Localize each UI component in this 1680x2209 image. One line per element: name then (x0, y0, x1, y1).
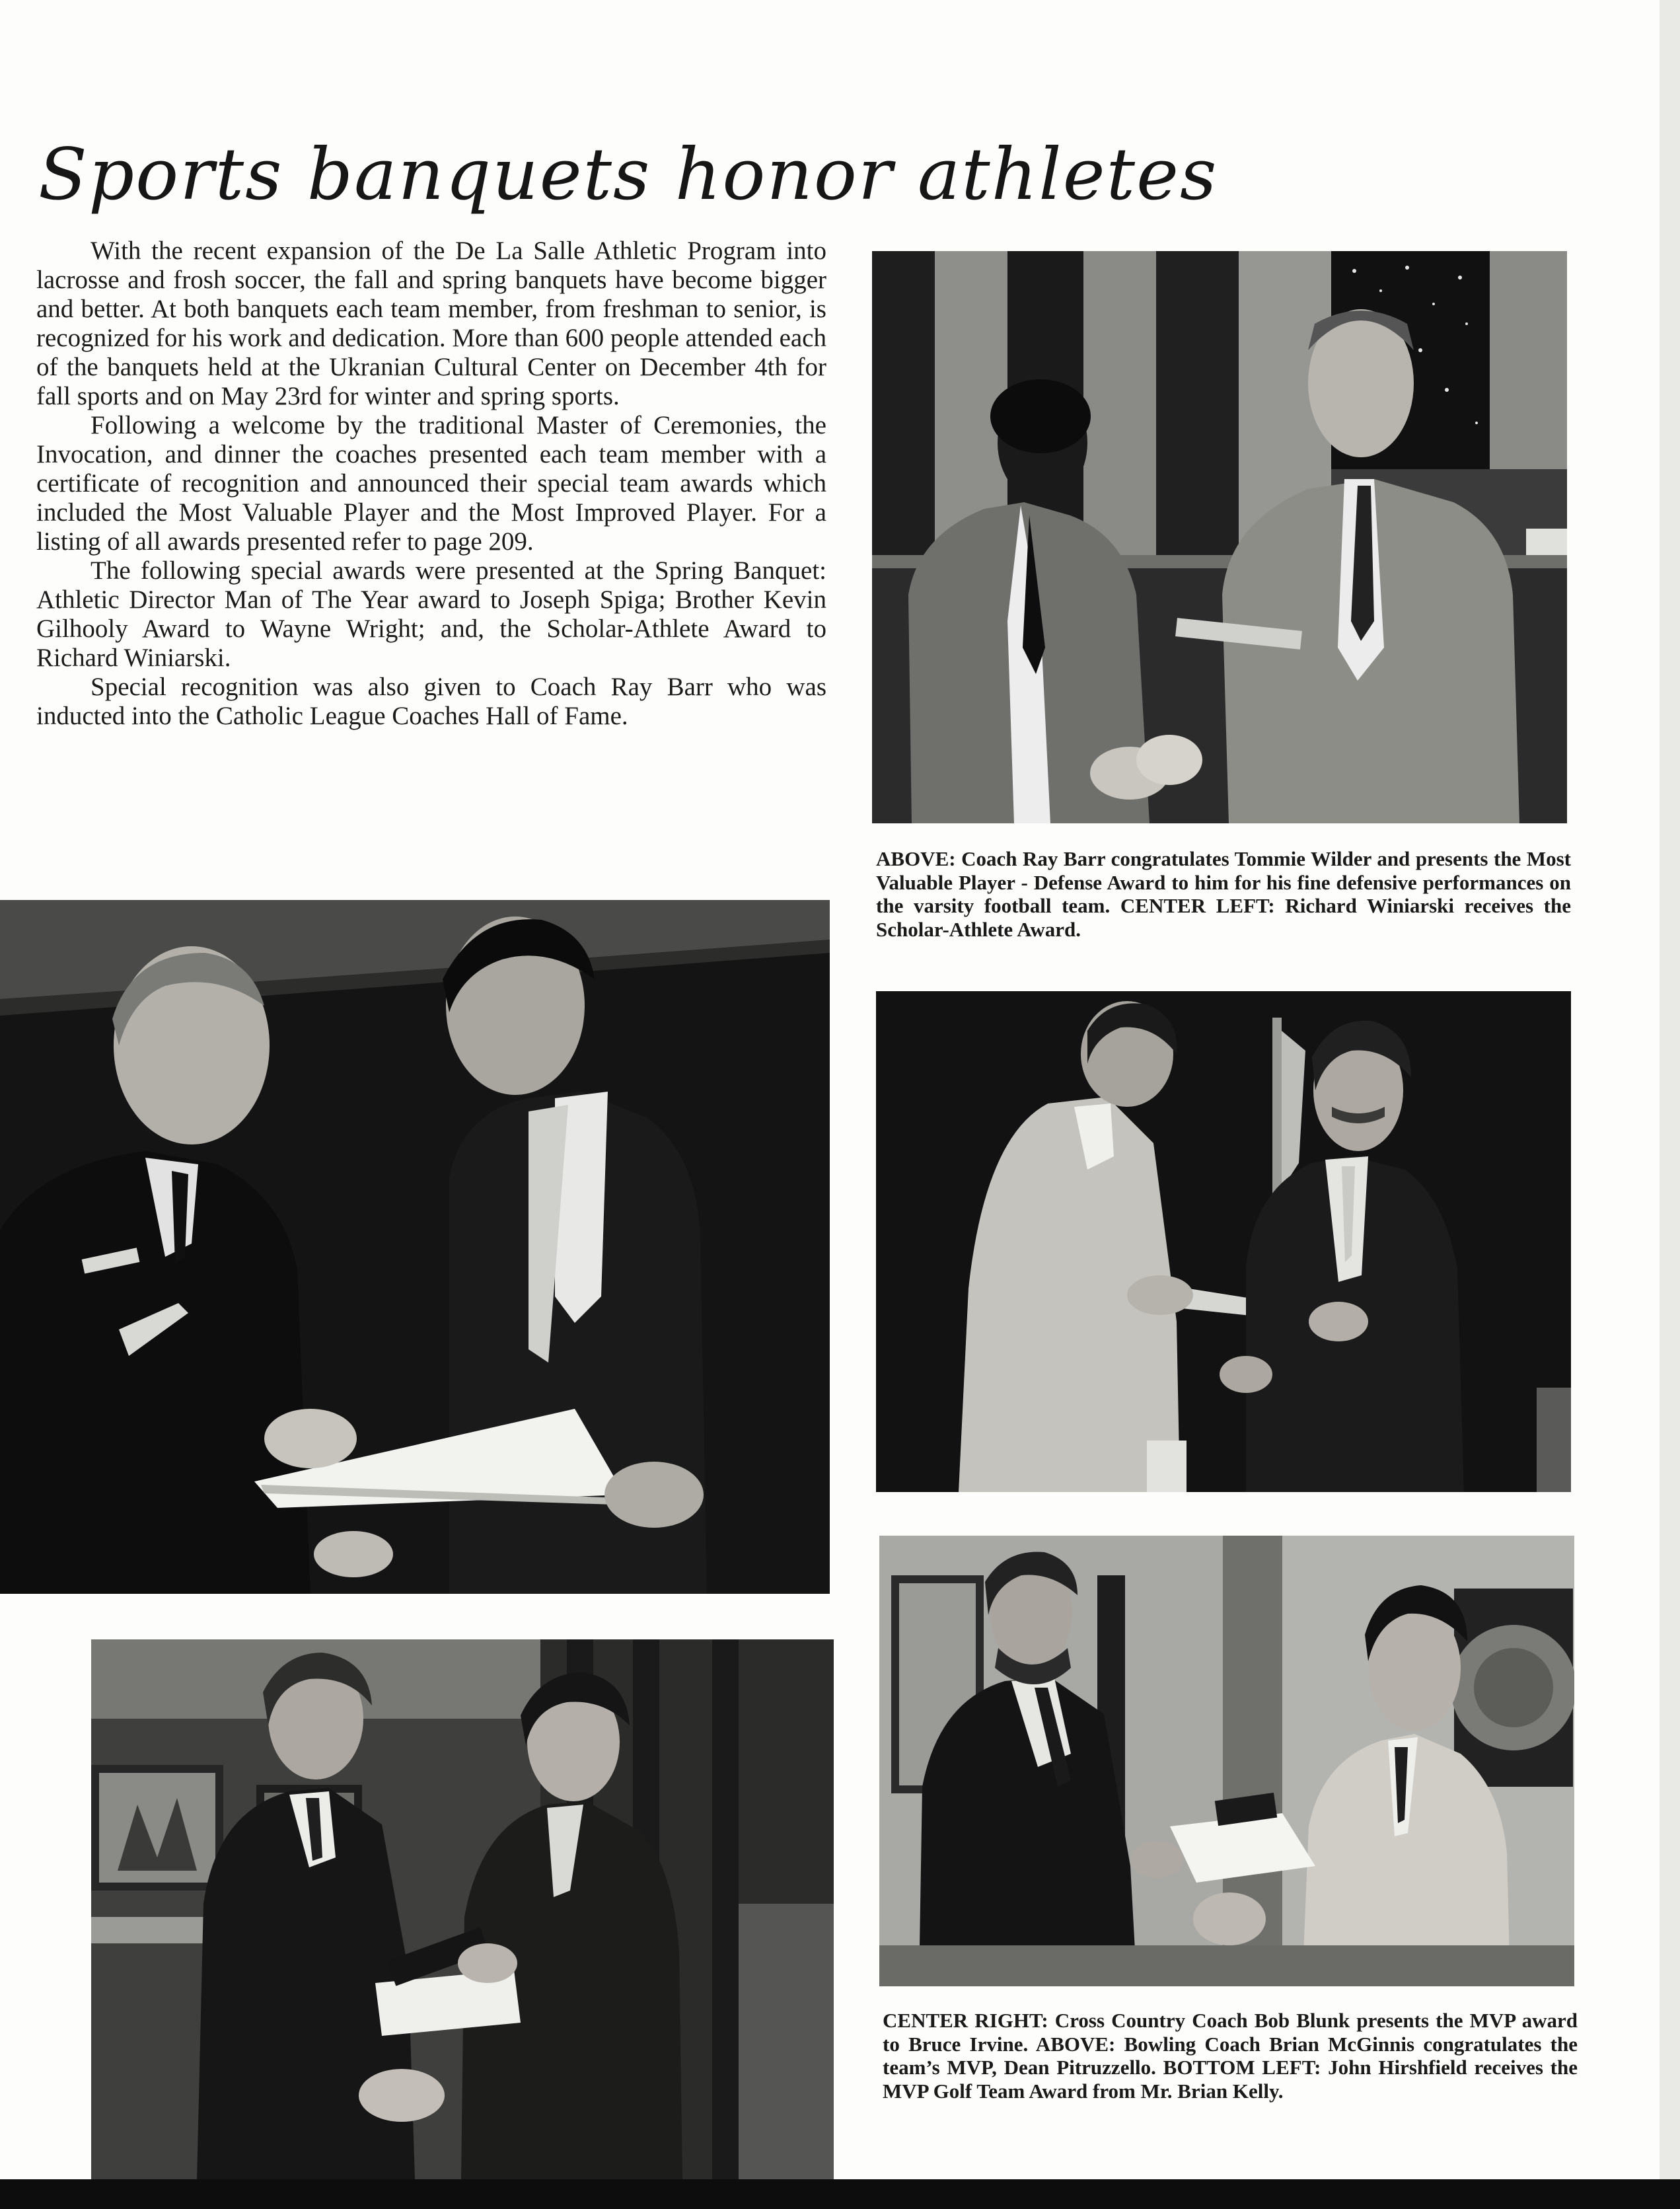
photo-award-presentation-football (872, 251, 1567, 823)
photo-scholar-athlete-award (0, 900, 830, 1594)
photo-golf-mvp-award (91, 1639, 834, 2179)
scan-border (0, 2179, 1680, 2209)
article-paragraph: Following a welcome by the traditional Master of Ceremonies, the Invocation, and dinner the coaches presented each team member with a certificate of recognition and announced their special team awards which included the Most Valuable Player and the Most Improved Player. For a listing of all awards presented refer to page 209. (36, 411, 826, 556)
caption-bottom-right: CENTER RIGHT: Cross Country Coach Bob Blunk presents the MVP award to Bruce Irvine. ABOVE: Bowling Coach Brian McGinnis congratulates the team’s MVP, Dean Pitruzzello. BOTTOM LEFT: John Hirshfield receives the MVP Golf Team Award from Mr. Brian Kelly. (883, 2009, 1578, 2103)
photo-bowling-mvp-award (879, 1536, 1574, 1986)
article-paragraph: Special recognition was also given to Coach Ray Barr who was inducted into the Catholic League Coaches Hall of Fame. (36, 673, 826, 730)
article-paragraph: With the recent expansion of the De La Salle Athletic Program into lacrosse and frosh soccer, the fall and spring banquets have become bigger and better. At both banquets each team member, from freshman to senior, is recognized for his work and dedication. More than 600 people attended each of the banquets held at the Ukranian Cultural Center on December 4th for fall sports and on May 23rd for winter and spring sports. (36, 237, 826, 410)
page-edge (1660, 0, 1680, 2209)
caption-top-right: ABOVE: Coach Ray Barr congratulates Tommie Wilder and presents the Most Valuable Player - Defense Award to him for his fine defensive performances on the varsity football team. CENTER LEFT: Richard Winiarski receives the Scholar-Athlete Award. (876, 847, 1571, 941)
photo-cross-country-award (876, 991, 1571, 1492)
article-body (36, 237, 826, 731)
article-title: Sports banquets honor athletes (38, 133, 1218, 216)
article-paragraph: The following special awards were presented at the Spring Banquet: Athletic Director Man of The Year award to Joseph Spiga; Brother Kevin Gilhooly Award to Wayne Wright; and, the Scholar-Athlete Award to Richard Winiarski. (36, 556, 826, 672)
